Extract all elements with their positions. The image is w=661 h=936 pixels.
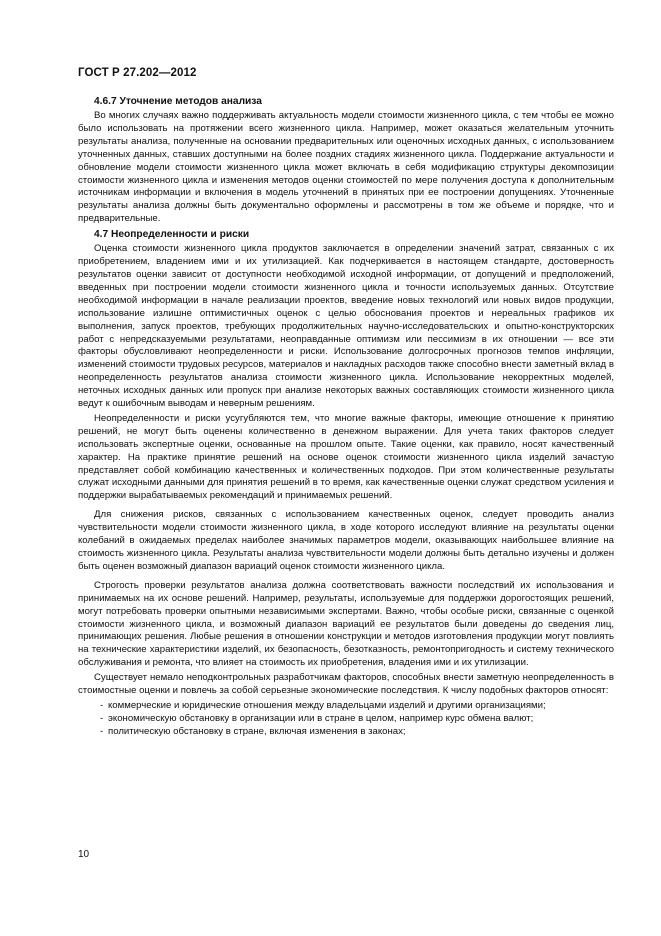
section-4-7-paragraph-4: Строгость проверки результатов анализа должна соответствовать важности последствий их использования и принимаемых на их основе решений. Например, результаты, используемые для поддержки дорогостоящих решений, могут потребовать проверки опытными независимыми экспертами. Важно, чтобы особые риски, связанные с оценкой стоимости жизненного цикла, и возможный диапазон вариаций ее результатов были доведены до сведения лиц, принимающих решения. Любые решения в отношении конструкции и методов изготовления продукции могут повлиять на технические характеристики изделий, их безопасность, безотказность, ремонтопригодность и систему технического обслуживания и ремонта, что влияет на стоимость их приобретения, владения ими и их утилизации. [78,579,614,669]
list-dash: - [100,725,104,737]
page-content [78,95,614,739]
list-item [78,713,614,726]
page-number: 10 [78,849,90,860]
list-dash: - [100,699,104,711]
section-4-7-title: 4.7 Неопределенности и риски [94,229,250,241]
section-4-7-paragraph-1: Оценка стоимости жизненного цикла продуктов заключается в определении значений затрат, связанных с их приобретением, владением ими и их утилизацией. Как подчеркивается в настоящем стандарте, достоверность результатов оценки зависит от доступности необходимой исходной информации, от допущений и предположений, введенных при построении модели стоимости жизненного цикла и точности используемых данных. Отсутствие необходимой информации в начале реализации проектов, введение новых технологий или новых видов продукции, использование излишне оптимистичных оценок с целью обоснования проектов и нереальных графиков их выполнения, запуск проектов, требующих продолжительных научно-исследовательских и опытно-конструкторских работ с непредсказуемыми результатами, неоправданные оптимизм или пессимизм в их отношении — все эти факторы обусловливают неопределенности и риски. Использование долгосрочных прогнозов темпов инфляции, изменений стоимости трудовых ресурсов, материалов и накладных расходов также способно внести заметный вклад в неопределенность результатов анализа стоимости жизненного цикла. Использование некорректных моделей, неточных исходных данных или пропуск при анализе некоторых важных составляющих стоимости жизненного цикла ведут к ошибочным выводам и неверным решениям. [78,243,614,410]
list-item [78,700,614,713]
section-4-7-paragraph-5: Существует немало неподконтрольных разработчикам факторов, способных внести заметную неопределенность в стоимостные оценки и повлечь за собой серьезные экономические последствия. К числу подобных факторов относят: [78,672,614,697]
section-4-7-paragraph-2: Неопределенности и риски усугубляются тем, что многие важные факторы, имеющие отношение к принятию решений, не могут быть оценены количественно в денежном выражении. Для учета таких факторов следует использовать экспертные оценки, основанные на прошлом опыте. Такие оценки, как правило, носят качественный характер. На практике принятие решений на основе оценок стоимости жизненного цикла изделий зачастую представляет собой комбинацию качественных и количественных подходов. При этом количественные результаты служат исходными данными для принятия решений в то время, как качественные оценки служат средством усиления и поддержки вырабатываемых рекомендаций и принимаемых решений. [78,412,614,502]
standard-header: ГОСТ Р 27.202—2012 [78,67,197,79]
uncertainty-factors-list [78,700,614,739]
list-dash: - [100,712,104,724]
list-item [78,726,614,739]
list-item-text: политическую обстановку в стране, включая изменения в законах; [108,725,406,737]
section-4-7-paragraph-3: Для снижения рисков, связанных с использованием качественных оценок, следует проводить анализ чувствительности модели стоимости жизненного цикла, в ходе которого исследуют влияние на результаты оценки колебаний в ожидаемых пределах наиболее значимых параметров модели, оказывающих наибольшее влияние на стоимость жизненного цикла. Результаты анализа чувствительности модели должны быть детально изучены и должен быть оценен возможный диапазон вариаций оценок стоимости жизненного цикла. [78,509,614,572]
section-4-6-7-paragraph-1: Во многих случаях важно поддерживать актуальность модели стоимости жизненного цикла, с тем чтобы ее можно было использовать на протяжении всего жизненного цикла. Например, может оказаться желательным уточнить результаты анализа, полученные на основании предварительных или оценочных исходных данных, с использованием уточненных данных, ставших доступными на более поздних стадиях жизненного цикла. Поддержание актуальности и обновление модели стоимости жизненного цикла может включать в себя модификацию структуры декомпозиции стоимости жизненного цикла и изменения методов оценки стоимостей по мере получения доступа к дополнительным источникам информации и включения в модель уточнений в принятых при ее построении допущениях. Уточненные результаты анализа должны быть документально оформлены и рассмотрены в том же объеме и порядке, что и предварительные. [78,110,614,225]
list-item-text: экономическую обстановку в организации или в стране в целом, например курс обмена валют; [108,712,534,724]
section-4-6-7-title: 4.6.7 Уточнение методов анализа [94,96,262,107]
list-item-text: коммерческие и юридические отношения между владельцами изделий и другими организациями; [108,699,546,711]
